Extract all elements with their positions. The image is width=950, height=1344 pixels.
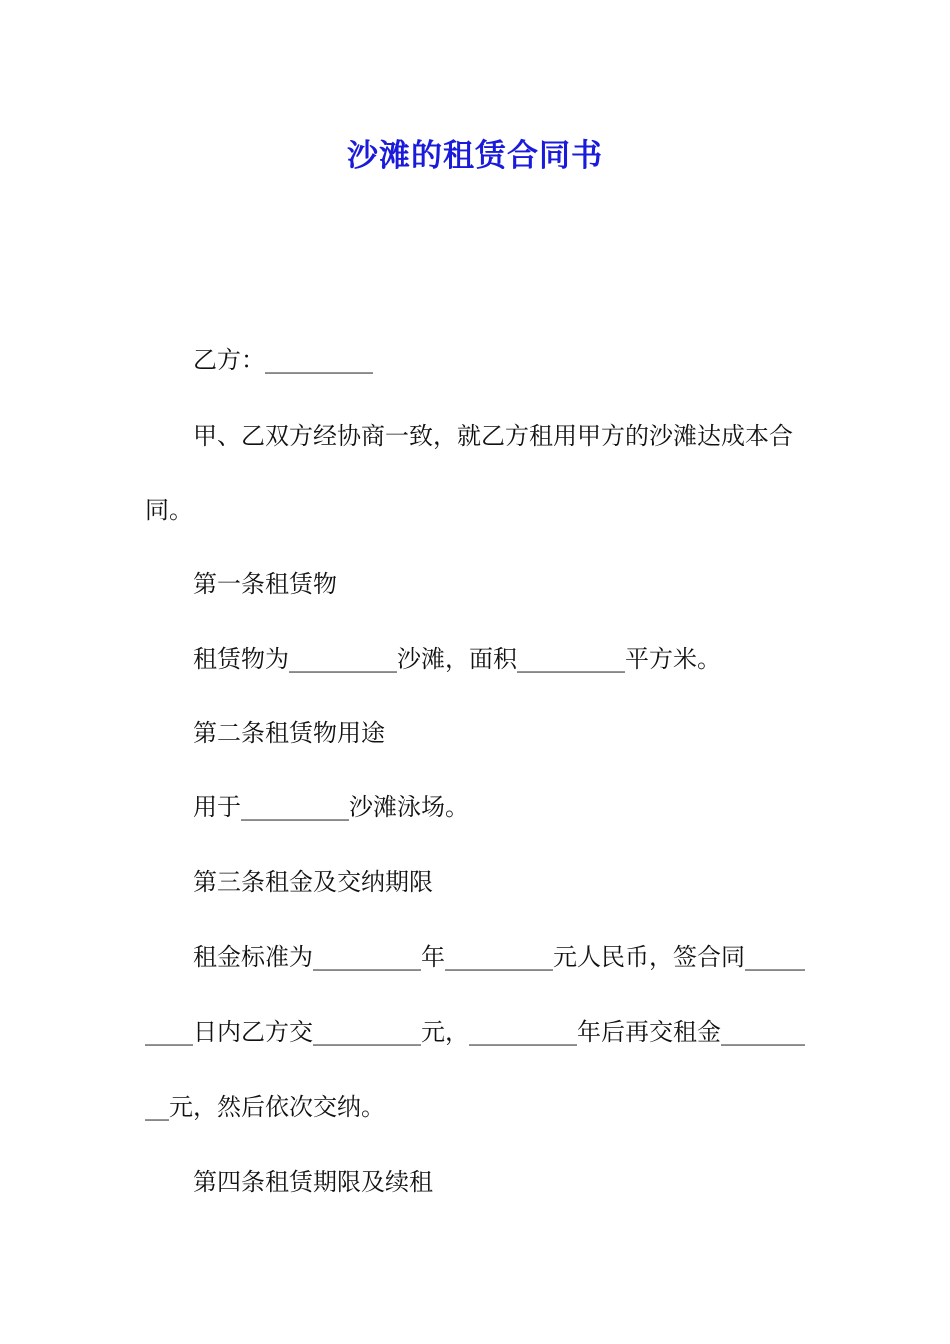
article-2-text: 用于_________沙滩泳场。 (193, 793, 469, 821)
article-3-text-line-3: __元，然后依次交纳。 (145, 1093, 385, 1121)
agreement-intro-line: 甲、乙双方经协商一致，就乙方租用甲方的沙滩达成本合 (193, 422, 793, 450)
party-b-line: 乙方：_________ (193, 346, 373, 374)
article-3-heading: 第三条租金及交纳期限 (193, 868, 433, 896)
document-title: 沙滩的租赁合同书 (347, 138, 603, 174)
article-1-text: 租赁物为_________沙滩，面积_________平方米。 (193, 645, 721, 673)
agreement-intro-continuation: 同。 (145, 496, 193, 524)
article-4-heading: 第四条租赁期限及续租 (193, 1168, 433, 1196)
article-3-text-line-2: ____日内乙方交_________元，_________年后再交租金_______ (145, 1018, 805, 1046)
article-1-heading: 第一条租赁物 (193, 570, 337, 598)
article-2-heading: 第二条租赁物用途 (193, 719, 385, 747)
article-3-text-line-1: 租金标准为_________年_________元人民币，签合同_____ (193, 943, 805, 971)
